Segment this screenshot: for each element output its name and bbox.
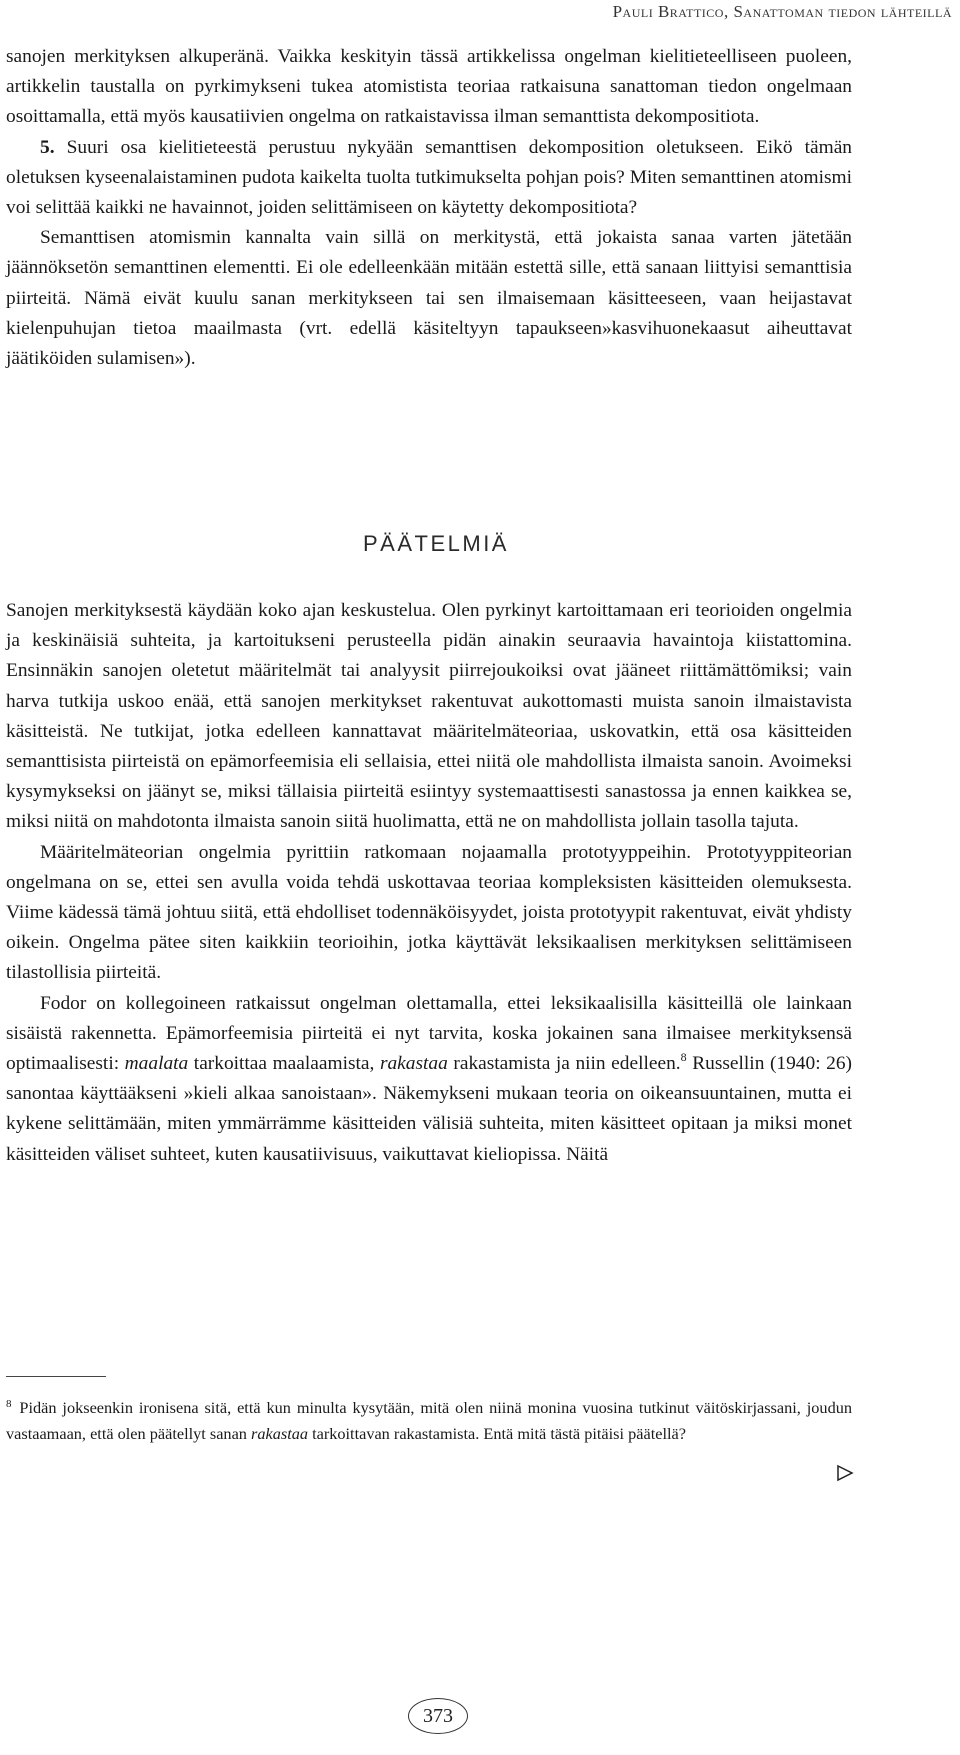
footnote-mark: 8 <box>6 1398 12 1410</box>
conclusions-section <box>6 596 852 1170</box>
text-segment: Pidän jokseenkin ironisena sitä, että kun minulta kysytään, mitä olen niinä monina vuosina tutkinut väitöskirjassani, joudun vastaamaan, että olen päätellyt sanan <box>6 1398 852 1443</box>
question-number: 5. <box>40 136 55 158</box>
italic-word: maalata <box>124 1053 189 1075</box>
intro-section <box>6 42 852 374</box>
conclusion-paragraph-2: Määritelmäteorian ongelmia pyrittiin ratkomaan nojaamalla prototyyppeihin. Prototyyppiteorian ongelmana on se, ettei sen avulla voida tehdä uskottavaa teoriaa kompleksisten käsitteiden olemuksesta. Viime kädessä tämä johtuu siitä, että ehdolliset todennäköisyydet, joista prototyypit rakentuvat, eivät yhdisty oikein. Ongelma pätee siten kaikkiin teorioihin, jotka käyttävät leksikaalisen merkityksen selittämiseen tilastollisia piirteitä. <box>6 841 852 984</box>
paragraph-question-5 <box>6 133 852 224</box>
section-heading: PÄÄTELMIÄ <box>363 531 509 556</box>
paragraph-answer-5: Semanttisen atomismin kannalta vain sillä on merkitystä, että jokaista sanaa varten jätetään jäännöksetön semanttinen elementti. Ei ole edelleenkään mitään estettä sille, että sanaan liittyisi semanttisia piirteitä. Nämä eivät kuulu sanan merkitykseen tai sen ilmaisemaan käsitteeseen, vaan heijastavat kielenpuhujan tietoa maailmasta (vrt. edellä käsiteltyyn tapaukseen»kasvihuonekaasut aiheuttavat jäätiköiden sulamisen»). <box>6 227 852 370</box>
text-segment: Russellin (1940: 26) sanontaa käyttääkseni »kieli alkaa sanoistaan». Näkemykseni mukaan teoria on oikeansuuntainen, mutta ei kykene selittämään, miten ymmärrämme käsitteiden välisiä suhteita, miten käsitteet opitaan ja miksi monet käsitteiden väliset suhteet, kuten kausatiivisuus, vaikuttavat kieliopissa. Näitä <box>6 1053 853 1165</box>
conclusion-paragraph-3 <box>6 989 852 1170</box>
text-segment: tarkoittavan rakastamista. Entä mitä tästä pitäisi päätellä? <box>308 1424 686 1443</box>
running-head: Pauli Brattico, Sanattoman tiedon lähteillä <box>612 2 952 21</box>
paragraph-1: sanojen merkityksen alkuperänä. Vaikka keskityin tässä artikkelissa ongelman kielitieteelliseen puoleen, artikkelin taustalla on pyrkimykseni tukea atomistista teoriaa ratkaisuna sanattoman tiedon ongelmaan osoittamalla, että myös kausatiivien ongelma on ratkaistavissa ilman semanttista dekompositiota. <box>6 46 852 128</box>
italic-word: rakastaa <box>251 1424 308 1443</box>
text-segment: Fodor on kollegoineen ratkaissut ongelman olettamalla, ettei leksikaalisilla käsitteillä ole lainkaan sisäistä rakennetta. Epämorfeemisia piirteitä ei nyt tarvita, koska jokainen sana ilmaisee merkityksensä optimaalisesti: <box>6 992 852 1075</box>
text-segment: rakastamista ja niin edelleen. <box>447 1053 681 1075</box>
footnote-reference[interactable]: 8 <box>680 1050 687 1065</box>
footnote <box>6 1391 852 1447</box>
footnote-divider <box>6 1376 106 1377</box>
triangle-right-outline-icon <box>836 1464 854 1482</box>
conclusion-paragraph-1: Sanojen merkityksestä käydään koko ajan keskustelua. Olen pyrkinyt kartoittamaan eri teorioiden ongelmia ja keskinäisiä suhteita, ja kartoitukseni perusteella pidän ainakin seuraavia havaintoja kiistattomina. Ensinnäkin sanojen oletetut määritelmät tai analyysit piirrejoukoiksi ovat jääneet riittämättömiksi; vain harva tutkija uskoo enää, että sanojen merkitykset rakentuvat aukottomasti muista sanoin ilmaistavista käsitteistä. Ne tutkijat, jotka edelleen kannattavat määritelmäteoriaa, uskovatkin, että osa käsitteiden semanttisista piirteistä on epämorfeemisia eli sellaisia, ettei niitä ole mahdollista ilmaista sanoin. Avoimeksi kysymykseksi on jäänyt se, miksi tällaisia piirteitä esiintyy systemaattisesti sanastossa ja ennen kaikkea se, miksi niitä on mahdotonta ilmaista sanoin siitä huolimatta, että ne on mahdollista jollain tasolla tajuta. <box>6 600 852 833</box>
text-segment: tarkoittaa maalaamista, <box>188 1053 380 1075</box>
page-number: 373 <box>408 1698 468 1734</box>
question-text: Suuri osa kielitieteestä perustuu nykyään semanttisen dekomposition oletukseen. Eikö tämän oletuksen kyseenalaistaminen pudota kaikelta tuolta tutkimukselta pohjan pois? Miten semanttinen atomismi voi selittää kaikki ne havainnot, joiden selittämiseen on käytetty dekompositiota? <box>6 136 852 219</box>
italic-word: rakastaa <box>379 1053 448 1075</box>
